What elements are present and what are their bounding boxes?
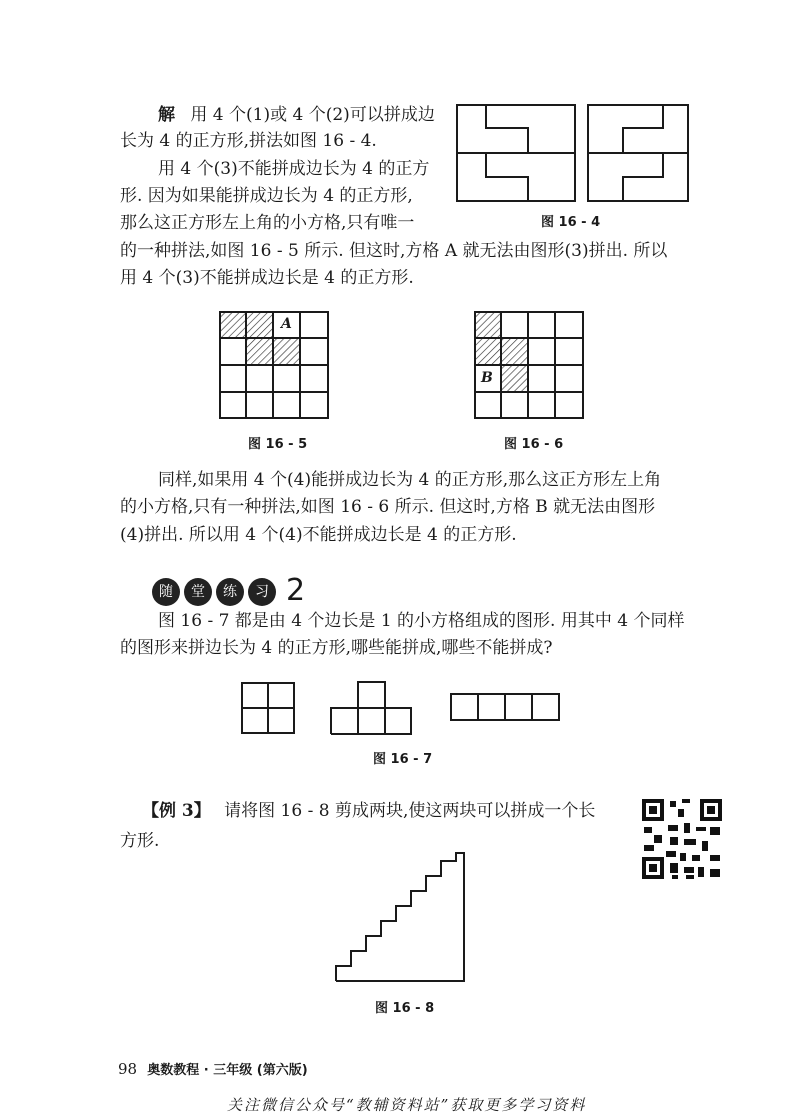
practice-number: 2 (286, 573, 306, 608)
example3-text-1: 请将图 16 - 8 剪成两块,使这两块可以拼成一个长 (224, 801, 596, 821)
figure-16-4-right (587, 104, 689, 202)
figure-16-4-left (456, 104, 576, 202)
example3-line-1 (142, 799, 595, 823)
figure-16-8 (334, 851, 466, 983)
practice-char-2: 堂 (184, 578, 212, 606)
qr-code-icon (640, 797, 724, 881)
figure-16-5 (219, 311, 329, 419)
solution-line-7: 用 4 个(3)不能拼成边长是 4 的正方形. (120, 268, 414, 288)
square-label-b: B (481, 370, 493, 386)
figure-16-6 (474, 311, 584, 419)
practice-char-3: 练 (216, 578, 244, 606)
figure-16-6-caption: 图 16 - 6 (504, 437, 564, 452)
example3-line-2: 方形. (120, 831, 160, 851)
solution-line-3: 用 4 个(3)不能拼成边长为 4 的正方 (158, 159, 430, 179)
square-label-a: A (281, 316, 292, 332)
figure-16-7-caption: 图 16 - 7 (373, 752, 433, 767)
practice-line-1: 图 16 - 7 都是由 4 个边长是 1 的小方格组成的图形. 用其中 4 个同样 (158, 611, 685, 631)
watermark-text: 关注微信公众号“教辅资料站”获取更多学习资料 (227, 1096, 587, 1114)
paragraph2-line-2: 的小方格,只有一种拼法,如图 16 - 6 所示. 但这时,方格 B 就无法由图形 (120, 497, 656, 517)
figure-16-5-caption: 图 16 - 5 (248, 437, 308, 452)
paragraph2-line-1: 同样,如果用 4 个(4)能拼成边长为 4 的正方形,那么这正方形左上角 (158, 470, 662, 490)
solution-label: 解 (158, 105, 175, 125)
practice-line-2: 的图形来拼边长为 4 的正方形,哪些能拼成,哪些不能拼成? (120, 638, 553, 658)
figure-16-8-caption: 图 16 - 8 (375, 1001, 435, 1016)
example3-label: 【例 3】 (142, 801, 211, 821)
figure-16-7-square (241, 682, 295, 734)
practice-heading (152, 573, 305, 608)
solution-line-4: 形. 因为如果能拼成边长为 4 的正方形, (120, 186, 413, 206)
solution-line-6: 的一种拼法,如图 16 - 5 所示. 但这时,方格 A 就无法由图形(3)拼出. 所以 (120, 241, 668, 261)
paragraph2-line-3: (4)拼出. 所以用 4 个(4)不能拼成边长是 4 的正方形. (120, 525, 517, 545)
figure-16-4-caption: 图 16 - 4 (541, 215, 601, 230)
solution-line-5: 那么这正方形左上角的小方格,只有唯一 (120, 213, 415, 233)
practice-char-1: 随 (152, 578, 180, 606)
book-title: 奥数教程 · 三年级 (第六版) (147, 1063, 308, 1078)
solution-text-1: 用 4 个(1)或 4 个(2)可以拼成边 (190, 105, 435, 125)
figure-16-7-line-shape (450, 693, 560, 721)
practice-char-4: 习 (248, 578, 276, 606)
page-number: 98 (118, 1060, 138, 1078)
solution-line-1 (158, 103, 435, 127)
page-footer (118, 1059, 308, 1078)
figure-16-7-t-shape (330, 681, 412, 735)
solution-line-2: 长为 4 的正方形,拼法如图 16 - 4. (120, 131, 377, 151)
